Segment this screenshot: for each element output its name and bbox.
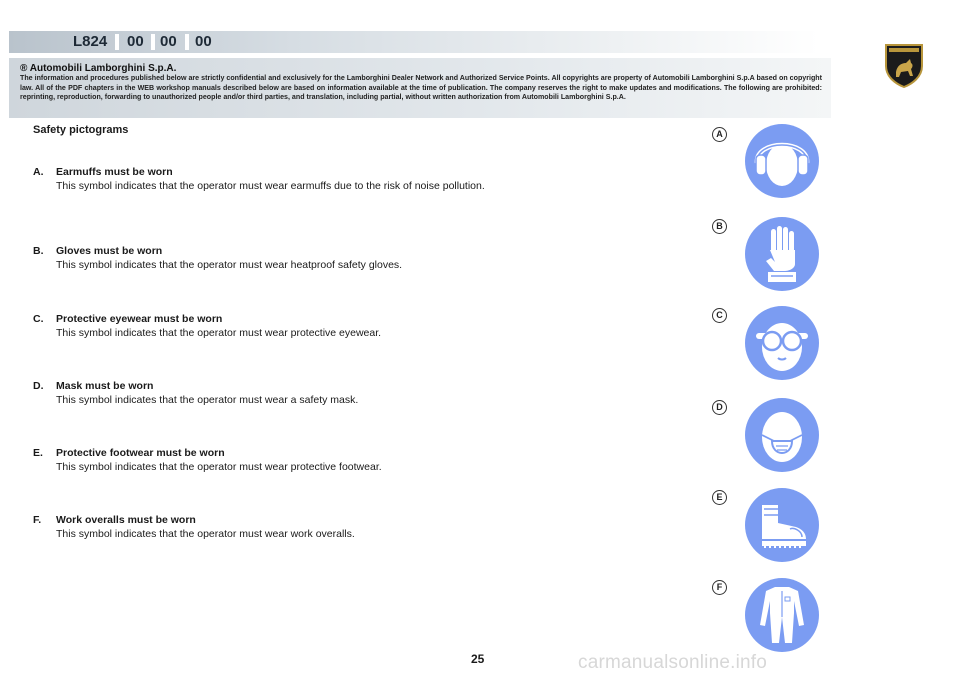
gloves-icon (744, 216, 820, 292)
item-letter: D. (33, 380, 44, 392)
item-description: This symbol indicates that the operator must wear protective eyewear. (56, 327, 382, 339)
watermark: carmanualsonline.info (578, 652, 768, 673)
callout-tag-b: B (712, 219, 727, 234)
callout-tag-c: C (712, 308, 727, 323)
doc-group-2: 00 (160, 33, 177, 50)
doc-group-1: 00 (127, 33, 144, 50)
callout-tag-a: A (712, 127, 727, 142)
notice-title: ® Automobili Lamborghini S.p.A. (20, 63, 177, 74)
page-number: 25 (471, 652, 485, 666)
eyewear-icon (744, 305, 820, 381)
callout-tag-e: E (712, 490, 727, 505)
item-title: Mask must be worn (56, 380, 154, 392)
item-description: This symbol indicates that the operator must wear earmuffs due to the risk of noise pollution. (56, 180, 485, 192)
doc-group-3: 00 (195, 33, 212, 50)
overalls-icon (744, 577, 820, 653)
notice-text: The information and procedures published below are strictly confidential and exclusively for the Lamborghini Dealer Network and Authorized Service Points. All copyrights are property of Automobili Lamborghini S.p.A based on copyright law. All of the PDF chapters in the WEB workshop manuals described below are based on information available at the time of publication. The company reserves the right to make updates and modifications. The following are prohibited: reprinting, reproduction, forwarding to unauthorized people and/or third parties, and translation, including partial, without written authorization from Automobili Lamborghini S.p.A. (20, 74, 822, 102)
item-letter: A. (33, 166, 44, 178)
item-description: This symbol indicates that the operator must wear heatproof safety gloves. (56, 259, 403, 271)
item-title: Earmuffs must be worn (56, 166, 173, 178)
item-title: Protective footwear must be worn (56, 447, 225, 459)
callout-tag-f: F (712, 580, 727, 595)
header-separator (185, 34, 189, 50)
item-title: Protective eyewear must be worn (56, 313, 223, 325)
item-description: This symbol indicates that the operator must wear work overalls. (56, 528, 355, 540)
item-title: Gloves must be worn (56, 245, 163, 257)
item-letter: E. (33, 447, 43, 459)
lamborghini-logo (884, 42, 924, 88)
callout-tag-d: D (712, 400, 727, 415)
section-title: Safety pictograms (33, 124, 129, 136)
item-description: This symbol indicates that the operator must wear protective footwear. (56, 461, 382, 473)
item-letter: B. (33, 245, 44, 257)
doc-code: L824 (73, 33, 108, 50)
header-separator (151, 34, 155, 50)
item-description: This symbol indicates that the operator must wear a safety mask. (56, 394, 359, 406)
earmuffs-icon (744, 123, 820, 199)
header-separator (115, 34, 119, 50)
mask-icon (744, 397, 820, 473)
item-letter: C. (33, 313, 44, 325)
item-title: Work overalls must be worn (56, 514, 196, 526)
item-letter: F. (33, 514, 42, 526)
footwear-icon (744, 487, 820, 563)
